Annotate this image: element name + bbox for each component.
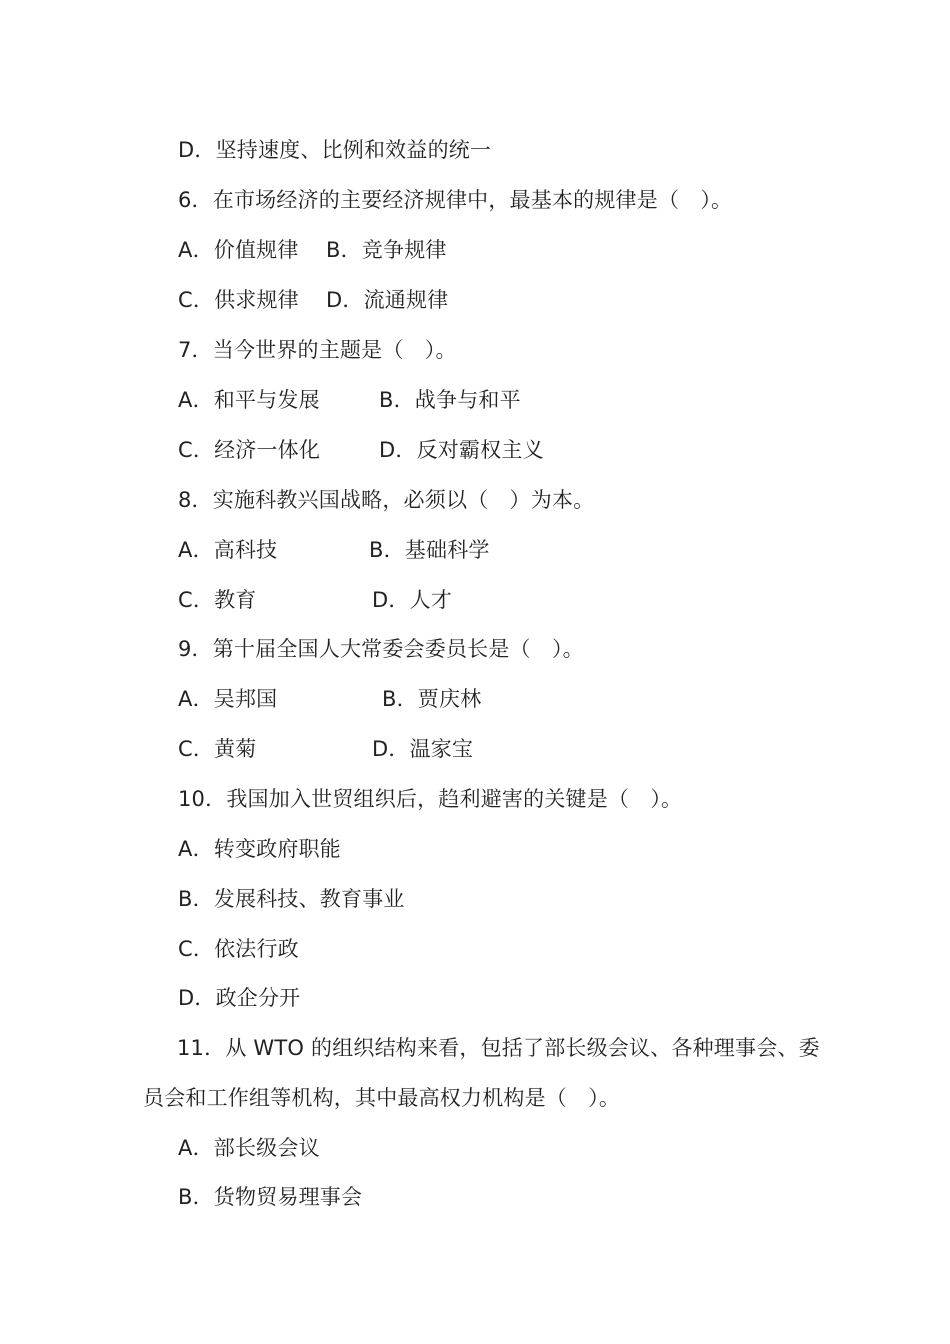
q8-question: 8．实施科教兴国战略，必须以（ ）为本。 (178, 488, 595, 512)
q9-option-c: C．黄菊 (178, 737, 257, 761)
q8-option-a: A．高科技 (178, 538, 278, 562)
q7-option-c: C．经济一体化 (178, 438, 321, 462)
q10-option-c: C．依法行政 (178, 937, 299, 961)
q7-option-b: B．战争与和平 (379, 388, 521, 412)
q10-option-a: A．转变政府职能 (178, 837, 341, 861)
q6-option-d: D．流通规律 (326, 288, 449, 312)
q11-question-line-2: 员会和工作组等机构，其中最高权力机构是（ ）。 (143, 1086, 621, 1110)
q6-option-a: A．价值规律 (178, 238, 299, 262)
q6-question: 6．在市场经济的主要经济规律中，最基本的规律是（ ）。 (178, 188, 733, 212)
q10-option-b: B．发展科技、教育事业 (178, 887, 405, 911)
q10-option-d: D．政企分开 (178, 986, 301, 1010)
q7-question: 7．当今世界的主题是（ ）。 (178, 338, 457, 362)
q7-option-d: D．反对霸权主义 (379, 438, 544, 462)
q11-option-b: B．货物贸易理事会 (178, 1185, 363, 1209)
q8-option-d: D．人才 (372, 588, 452, 612)
q5-option-d: D．坚持速度、比例和效益的统一 (178, 138, 492, 162)
q6-option-c: C．供求规律 (178, 288, 299, 312)
q6-option-b: B．竞争规律 (326, 238, 447, 262)
q9-option-a: A．吴邦国 (178, 687, 278, 711)
q8-option-c: C．教育 (178, 588, 257, 612)
q9-option-b: B．贾庆林 (382, 687, 482, 711)
q11-question-line-1: 11．从 WTO 的组织结构来看，包括了部长级会议、各种理事会、委 (177, 1036, 820, 1060)
q11-option-a: A．部长级会议 (178, 1136, 320, 1160)
q8-option-b: B．基础科学 (369, 538, 490, 562)
q10-question: 10．我国加入世贸组织后，趋利避害的关键是（ ）。 (178, 787, 683, 811)
q9-option-d: D．温家宝 (372, 737, 474, 761)
q7-option-a: A．和平与发展 (178, 388, 320, 412)
q9-question: 9．第十届全国人大常委会委员长是（ ）。 (178, 637, 584, 661)
